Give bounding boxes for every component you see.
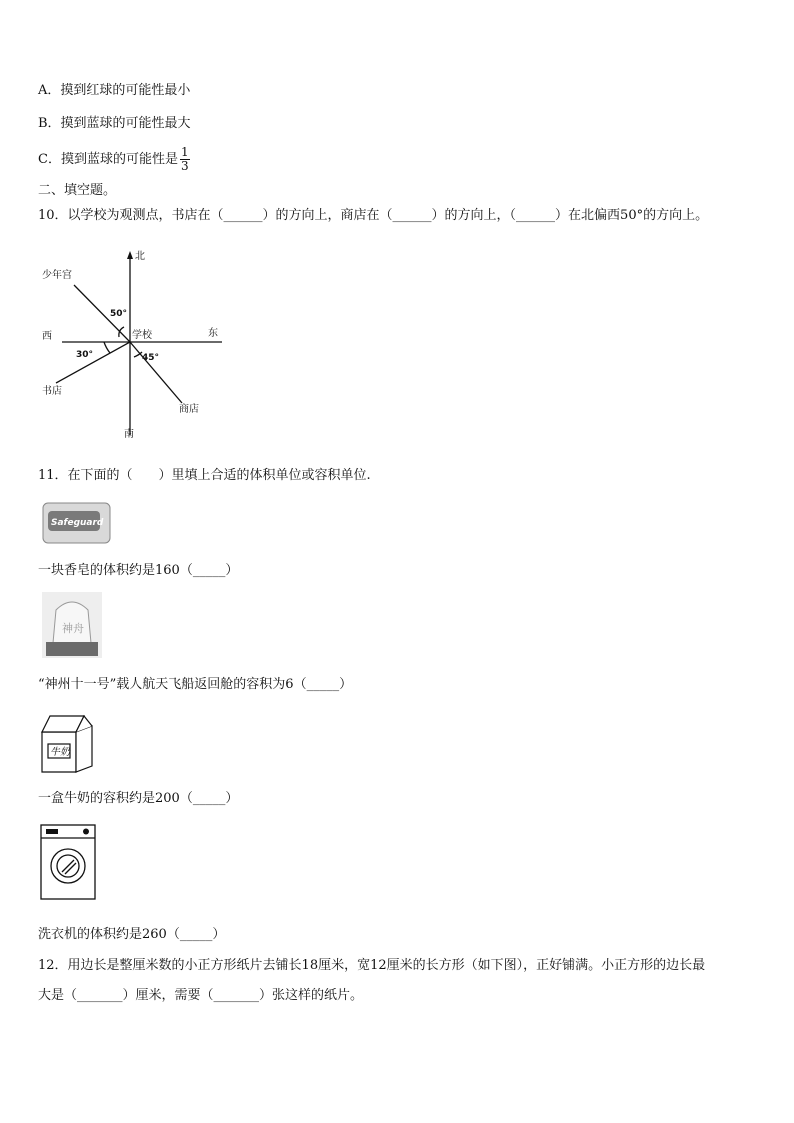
option-c [38, 146, 190, 173]
soap-brand-logo: Safeguard [51, 518, 104, 528]
capsule-mark: 神舟 [62, 622, 84, 635]
carton-side [76, 726, 92, 772]
washer-knob-icon [83, 829, 89, 835]
soap-image [42, 501, 112, 546]
option-a: A．摸到红球的可能性最小 [38, 83, 191, 98]
milk-label: 牛奶 [50, 747, 70, 758]
shop-ray [130, 342, 182, 403]
angle-45-label: 45° [142, 353, 160, 363]
north-arrow-icon [127, 251, 133, 259]
label-youth-palace: 少年宫 [42, 270, 72, 281]
soap-question: 一块香皂的体积约是160（_____） [38, 563, 239, 578]
capsule-image [42, 592, 102, 658]
section-title: 二、填空题。 [38, 183, 117, 198]
question-11-text: 11．在下面的（ ）里填上合适的体积单位或容积单位. [38, 468, 371, 483]
washing-machine-image [38, 822, 98, 902]
label-bookstore: 书店 [42, 386, 62, 397]
milk-question: 一盒牛奶的容积约是200（_____） [38, 791, 239, 806]
label-shop: 商店 [179, 404, 199, 415]
washer-question: 洗衣机的体积约是260（_____） [38, 927, 226, 942]
capsule-question: “神州十一号”载人航天飞船返回舱的容积为6（_____） [38, 677, 353, 692]
label-west: 西 [42, 331, 52, 342]
option-b: B．摸到蓝球的可能性最大 [38, 116, 191, 131]
question-12-line-1: 12．用边长是整厘米数的小正方形纸片去铺长18厘米，宽12厘米的长方形（如下图），正好铺满。小正方形的边长最 [38, 958, 706, 973]
label-north: 北 [135, 251, 145, 262]
fraction-numerator: 1 [180, 145, 189, 159]
angle-50-label: 50° [110, 309, 128, 319]
label-south: 南 [124, 429, 134, 440]
bookstore-ray [56, 342, 130, 383]
capsule-base [46, 642, 98, 656]
label-school: 学校 [132, 330, 152, 341]
fraction [180, 146, 190, 173]
washer-display [46, 829, 58, 834]
direction-diagram [38, 245, 233, 445]
question-12-line-2: 大是（_______）厘米，需要（_______）张这样的纸片。 [38, 988, 364, 1003]
angle-30-label: 30° [76, 350, 94, 360]
milk-carton-image [38, 710, 98, 774]
option-c-text: C．摸到蓝球的可能性是 [38, 152, 178, 167]
question-10-text: 10．以学校为观测点，书店在（______）的方向上，商店在（______）的方向上，（______）在北偏西50°的方向上。 [38, 208, 709, 223]
angle-30-arc [104, 342, 110, 353]
label-east: 东 [208, 328, 218, 339]
fraction-denominator: 3 [180, 159, 189, 173]
